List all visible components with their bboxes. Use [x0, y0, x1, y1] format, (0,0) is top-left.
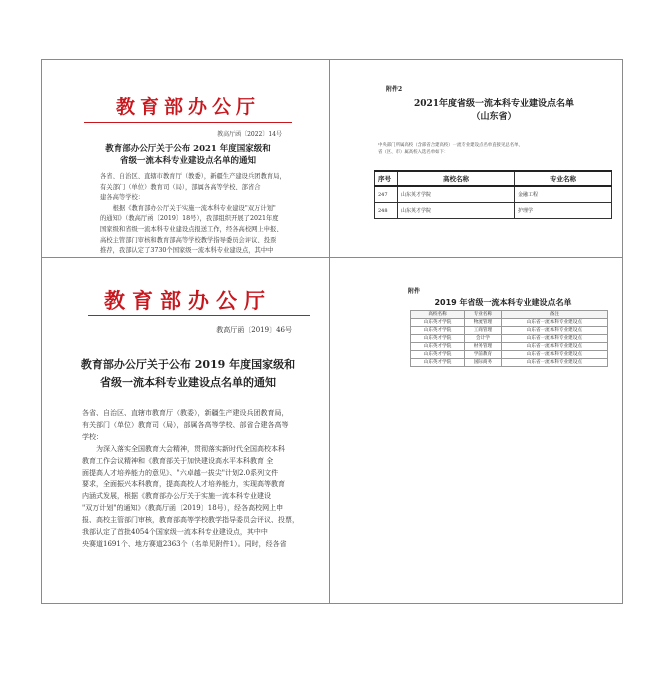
cell: 会计学: [465, 335, 502, 343]
cell: 学前教育: [465, 351, 502, 359]
cell: 山东省一流本科专业建设点: [501, 319, 607, 327]
list-2019-table: [410, 310, 608, 367]
table-row: [411, 335, 608, 343]
cell: 山东省一流本科专业建设点: [501, 343, 607, 351]
document-number: 教高厅函〔2022〕14号: [217, 131, 282, 138]
table-row: [411, 351, 608, 359]
header-cell: 专业名称: [465, 311, 502, 319]
note-line: 省（区、市）属高校入选名单如下：: [378, 150, 449, 155]
body-line: 教育工作会议精神和《教育部关于加快建设高水平本科教育 全: [82, 456, 274, 465]
table-row: [411, 327, 608, 335]
body-line: 有关部门（单位）教育司（局），部属各高等学校、部省合建各高等: [82, 420, 289, 429]
body-line: 学校：: [82, 432, 103, 441]
notice-2019-panel: [54, 262, 322, 600]
cell: 物流管理: [465, 319, 502, 327]
attachment-label: 附件: [408, 288, 421, 295]
body-line: 各省、自治区、直辖市教育厅（教委），新疆生产建设兵团教育局，: [82, 409, 289, 417]
cell: 山东英才学院: [398, 186, 515, 203]
cell: 金融工程: [515, 186, 612, 203]
notice-body: [82, 408, 316, 551]
cell: 工商管理: [465, 327, 502, 335]
cell: 248: [375, 203, 398, 219]
horizontal-divider: [41, 257, 623, 258]
cell: 山东省一流本科专业建设点: [501, 335, 607, 343]
body-line: 国家级和省级一流本科专业建设点报送工作，经各高校网上申报、: [100, 225, 283, 233]
table-row: [411, 319, 608, 327]
table-header-row: [375, 171, 612, 186]
body-line: 高校主管部门审核和教育部高等学校教学指导委员会评议、投票: [100, 236, 277, 244]
cell: 财务管理: [465, 343, 502, 351]
body-line: 根据《教育部办公厅关于实施一流本科专业建设"双万计划": [100, 204, 276, 212]
table-header-row: [411, 311, 608, 319]
letterhead-rule: [84, 122, 292, 123]
body-line: "双万计划"的通知》（教高厅函〔2019〕18号），经各高校网上申: [82, 504, 284, 513]
list-note: [378, 142, 614, 156]
body-line: 我部认定了首批4054个国家级一流本科专业建设点，其中中: [82, 528, 268, 537]
body-line: 建各高等学校：: [100, 194, 145, 202]
cell: 山东英才学院: [411, 359, 465, 367]
letterhead: 教育部办公厅: [104, 288, 272, 313]
list-title: 2021年度省级一流本科专业建设点名单: [413, 99, 575, 109]
body-line: 各省、自治区、直辖市教育厅（教委），新疆生产建设兵团教育局，: [100, 173, 286, 180]
notice-body: [100, 172, 300, 254]
cell: 山东英才学院: [411, 335, 465, 343]
letterhead: 教育部办公厅: [115, 96, 260, 118]
list-subtitle: （山东省）: [471, 112, 517, 122]
list-2019-panel: [398, 272, 618, 382]
cell: 山东省一流本科专业建设点: [501, 359, 607, 367]
table-row: [411, 343, 608, 351]
header-cell: 高校名称: [411, 311, 465, 319]
header-cell: 备注: [501, 311, 607, 319]
body-line: 央赛道1691个、地方赛道2363个（名单见附件1）。同时，经各省: [82, 539, 287, 548]
body-line: 要求，全面振兴本科教育，提高高校人才培养能力，实现高等教育: [82, 480, 285, 489]
body-line: 内涵式发展，根据《教育部办公厅关于实施一流本科专业建设: [82, 492, 271, 501]
letterhead-rule: [88, 315, 310, 316]
table-row: [375, 186, 612, 203]
body-line: 面提高人才培养能力的意见》、"六卓越一拔尖"计划2.0系列文件: [82, 468, 279, 477]
attachment-label: 附件2: [386, 86, 403, 93]
body-line: 推荐，我部认定了3730个国家级一流本科专业建设点，其中中: [100, 247, 274, 254]
notice-2021-panel: [54, 66, 322, 254]
notice-title-line2: 省级一流本科专业建设点名单的通知: [119, 156, 256, 166]
body-line: 有关部门（单位）教育司（局），部属各高等学校、部省合: [100, 183, 261, 191]
cell: 国际商务: [465, 359, 502, 367]
cell: 山东英才学院: [411, 319, 465, 327]
table-row: [411, 359, 608, 367]
header-cell: 高校名称: [398, 171, 515, 186]
list-2021-table: [374, 170, 612, 219]
cell: 山东英才学院: [411, 351, 465, 359]
header-cell: 专业名称: [515, 171, 612, 186]
body-line: 报、高校主管部门审核，教育部高等学校教学指导委员会评议、投票，: [82, 516, 299, 525]
body-line: 的通知》（教高厅函〔2019〕18号），我部组织开展了2021年度: [100, 215, 279, 223]
cell: 山东英才学院: [411, 327, 465, 335]
header-cell: 序号: [375, 171, 398, 186]
notice-title-line1: 教育部办公厅关于公布 2019 年度国家级和: [80, 358, 296, 371]
cell: 247: [375, 186, 398, 203]
cell: 护理学: [515, 203, 612, 219]
document-number: 教高厅函〔2019〕46号: [216, 326, 292, 334]
cell: 山东省一流本科专业建设点: [501, 327, 607, 335]
cell: 山东省一流本科专业建设点: [501, 351, 607, 359]
cell: 山东英才学院: [398, 203, 515, 219]
vertical-divider: [329, 59, 330, 604]
body-line: 为深入落实全国教育大会精神，贯彻落实新时代全国高校本科: [82, 444, 285, 453]
cell: 山东英才学院: [411, 343, 465, 351]
table-row: [375, 203, 612, 219]
list-2021-panel: [372, 60, 616, 256]
list-title: 2019 年省级一流本科专业建设点名单: [434, 298, 572, 307]
note-line: 中央部门所属高校（含部省合建高校）一流专业建设点名单直接见总名单，: [378, 143, 523, 148]
notice-title-line1: 教育部办公厅关于公布 2021 年度国家级和: [105, 144, 271, 154]
notice-title-line2: 省级一流本科专业建设点名单的通知: [100, 376, 276, 389]
